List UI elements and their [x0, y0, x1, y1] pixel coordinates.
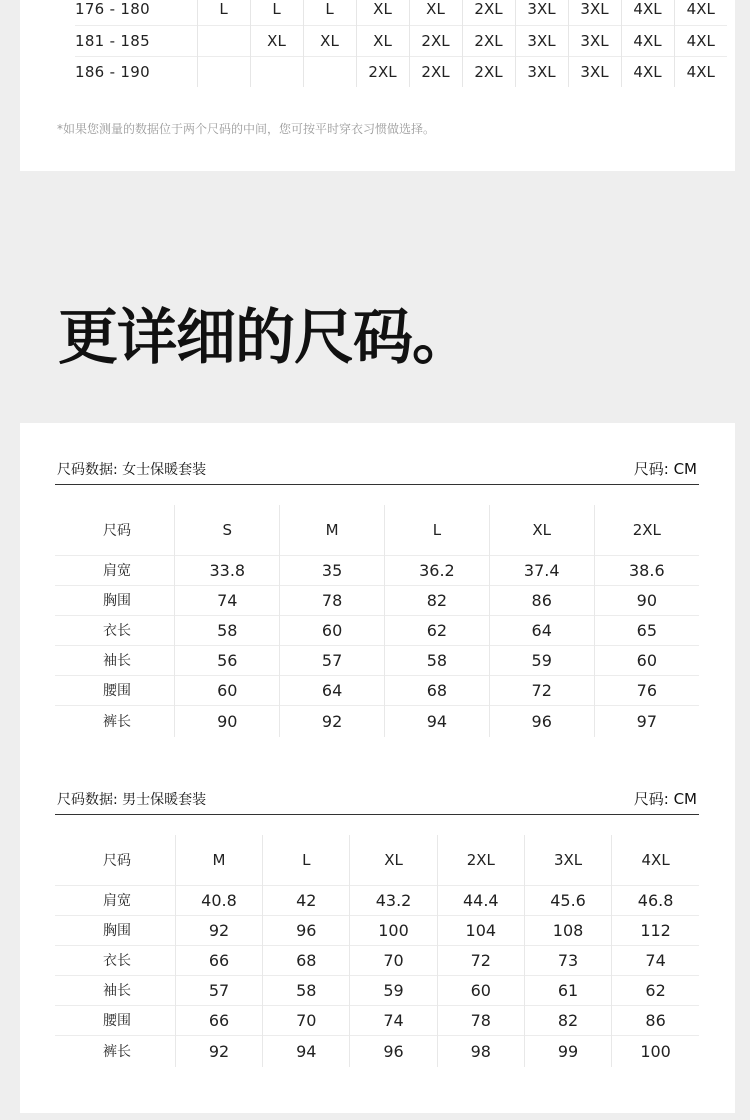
- measurement-value: 57: [280, 645, 385, 675]
- men-section-title: 尺码数据: 男士保暖套装: [57, 792, 207, 808]
- measurement-label: 裤长: [55, 705, 175, 737]
- size-cell: 4XL: [621, 25, 674, 56]
- measurement-label: 袖长: [55, 645, 175, 675]
- size-header-cell: M: [175, 835, 262, 885]
- measurement-label: 腰围: [55, 675, 175, 705]
- size-cell: XL: [250, 25, 303, 56]
- size-cell: 4XL: [674, 0, 727, 25]
- men-section-header: [55, 787, 699, 815]
- size-cell: 3XL: [568, 25, 621, 56]
- measurement-value: 72: [437, 945, 524, 975]
- size-header-cell: L: [384, 505, 489, 555]
- measurement-label: 袖长: [55, 975, 175, 1005]
- height-range-cell: 176 - 180: [75, 0, 150, 19]
- men-size-header-row: [55, 835, 699, 885]
- measurement-value: 56: [175, 645, 280, 675]
- header-label-cell: 尺码: [103, 852, 131, 869]
- measurement-value: 66: [175, 1005, 262, 1035]
- measurement-row: [55, 585, 699, 615]
- measurement-value: 38.6: [594, 555, 699, 585]
- measurement-row: [55, 885, 699, 915]
- measurement-value: 65: [594, 615, 699, 645]
- measurement-row: [55, 615, 699, 645]
- size-header-cell: L: [263, 835, 350, 885]
- size-cell: 3XL: [515, 0, 568, 25]
- measurement-value: 58: [175, 615, 280, 645]
- men-unit-label: 尺码: CM: [633, 790, 697, 808]
- measurement-row: [55, 645, 699, 675]
- size-cell: L: [197, 0, 250, 25]
- measurement-value: 92: [175, 915, 262, 945]
- size-header-cell: 3XL: [524, 835, 611, 885]
- measurement-value: 97: [594, 705, 699, 737]
- measurement-value: 42: [263, 885, 350, 915]
- measurement-value: 86: [612, 1005, 699, 1035]
- size-cell: 2XL: [462, 25, 515, 56]
- measurement-value: 44.4: [437, 885, 524, 915]
- size-cell: XL: [303, 25, 356, 56]
- size-cell: L: [303, 0, 356, 25]
- size-cell: 2XL: [409, 25, 462, 56]
- measurement-value: 98: [437, 1035, 524, 1067]
- height-row: [75, 56, 727, 87]
- size-cell: 4XL: [674, 25, 727, 56]
- section-heading: 更详细的尺码。: [58, 303, 471, 373]
- measurement-value: 46.8: [612, 885, 699, 915]
- measurement-value: 58: [384, 645, 489, 675]
- measurement-row: [55, 915, 699, 945]
- measurement-label: 胸围: [55, 585, 175, 615]
- size-header-cell: 2XL: [594, 505, 699, 555]
- size-header-cell: XL: [350, 835, 437, 885]
- men-size-table: [55, 835, 699, 1067]
- measurement-value: 92: [280, 705, 385, 737]
- size-cell: 3XL: [568, 0, 621, 25]
- measurement-value: 96: [350, 1035, 437, 1067]
- measurement-value: 64: [489, 615, 594, 645]
- size-header-cell: 4XL: [612, 835, 699, 885]
- measurement-value: 66: [175, 945, 262, 975]
- size-cell: [250, 56, 303, 87]
- measurement-value: 72: [489, 675, 594, 705]
- women-size-section: [55, 457, 699, 737]
- measurement-value: 90: [175, 705, 280, 737]
- measurement-label: 胸围: [55, 915, 175, 945]
- measurement-value: 59: [350, 975, 437, 1005]
- measurement-value: 43.2: [350, 885, 437, 915]
- measurement-value: 60: [594, 645, 699, 675]
- measurement-value: 94: [263, 1035, 350, 1067]
- measurement-value: 68: [263, 945, 350, 975]
- measurement-value: 40.8: [175, 885, 262, 915]
- measurement-value: 64: [280, 675, 385, 705]
- measurement-value: 70: [263, 1005, 350, 1035]
- measurement-value: 100: [350, 915, 437, 945]
- women-section-header: [55, 457, 699, 485]
- measurement-value: 60: [175, 675, 280, 705]
- measurement-value: 74: [612, 945, 699, 975]
- size-cell: XL: [409, 0, 462, 25]
- height-size-table: [75, 0, 727, 87]
- size-cell: L: [250, 0, 303, 25]
- measurement-value: 112: [612, 915, 699, 945]
- size-cell: [197, 25, 250, 56]
- measurement-value: 90: [594, 585, 699, 615]
- women-size-table: [55, 505, 699, 737]
- measurement-value: 60: [280, 615, 385, 645]
- measurement-value: 57: [175, 975, 262, 1005]
- size-cell: 2XL: [462, 0, 515, 25]
- size-header-cell: 2XL: [437, 835, 524, 885]
- measurement-value: 68: [384, 675, 489, 705]
- measurement-row: [55, 675, 699, 705]
- size-cell: 3XL: [568, 56, 621, 87]
- measurement-value: 92: [175, 1035, 262, 1067]
- measurement-value: 76: [594, 675, 699, 705]
- measurement-row: [55, 555, 699, 585]
- size-cell: [197, 56, 250, 87]
- measurement-value: 104: [437, 915, 524, 945]
- measurement-value: 58: [263, 975, 350, 1005]
- measurement-value: 99: [524, 1035, 611, 1067]
- size-cell: 2XL: [462, 56, 515, 87]
- height-range-cell: 186 - 190: [75, 56, 197, 87]
- measurement-value: 74: [350, 1005, 437, 1035]
- measurement-value: 78: [437, 1005, 524, 1035]
- header-label-cell: 尺码: [103, 522, 131, 539]
- size-header-cell: XL: [489, 505, 594, 555]
- measurement-value: 82: [524, 1005, 611, 1035]
- size-cell: 4XL: [621, 0, 674, 25]
- women-size-header-row: [55, 505, 699, 555]
- measurement-row: [55, 1035, 699, 1067]
- measurement-value: 94: [384, 705, 489, 737]
- measurement-label: 腰围: [55, 1005, 175, 1035]
- measurement-value: 100: [612, 1035, 699, 1067]
- size-header-cell: M: [280, 505, 385, 555]
- measurement-label: 衣长: [55, 945, 175, 975]
- men-size-section: [55, 787, 699, 1067]
- size-cell: 3XL: [515, 56, 568, 87]
- measurement-value: 60: [437, 975, 524, 1005]
- measurement-label: 裤长: [55, 1035, 175, 1067]
- women-section-title: 尺码数据: 女士保暖套装: [57, 462, 207, 478]
- size-cell: 2XL: [356, 56, 409, 87]
- size-cell: 4XL: [674, 56, 727, 87]
- measurement-value: 62: [384, 615, 489, 645]
- measurement-value: 33.8: [175, 555, 280, 585]
- measurement-label: 肩宽: [55, 885, 175, 915]
- height-range-cell: 181 - 185: [75, 25, 197, 56]
- height-row: [75, 25, 727, 56]
- measurement-value: 37.4: [489, 555, 594, 585]
- measurement-value: 36.2: [384, 555, 489, 585]
- measurement-row: [55, 945, 699, 975]
- measurement-value: 78: [280, 585, 385, 615]
- measurement-value: 70: [350, 945, 437, 975]
- measurement-value: 45.6: [524, 885, 611, 915]
- size-cell: XL: [356, 0, 409, 25]
- measurement-value: 108: [524, 915, 611, 945]
- measurement-value: 96: [489, 705, 594, 737]
- measurement-value: 73: [524, 945, 611, 975]
- measurement-value: 82: [384, 585, 489, 615]
- women-unit-label: 尺码: CM: [633, 460, 697, 478]
- size-selection-note: *如果您测量的数据位于两个尺码的中间，您可按平时穿衣习惯做选择。: [57, 122, 436, 136]
- size-header-cell: S: [175, 505, 280, 555]
- size-cell: 2XL: [409, 56, 462, 87]
- height-size-card: [20, 0, 735, 171]
- measurement-value: 74: [175, 585, 280, 615]
- measurement-row: [55, 705, 699, 737]
- measurement-value: 62: [612, 975, 699, 1005]
- size-cell: 3XL: [515, 25, 568, 56]
- measurement-value: 86: [489, 585, 594, 615]
- measurement-value: 61: [524, 975, 611, 1005]
- detailed-size-card: [20, 423, 735, 1113]
- size-cell: 4XL: [621, 56, 674, 87]
- size-cell: XL: [356, 25, 409, 56]
- measurement-label: 衣长: [55, 615, 175, 645]
- measurement-value: 96: [263, 915, 350, 945]
- measurement-row: [55, 975, 699, 1005]
- measurement-row: [55, 1005, 699, 1035]
- measurement-value: 35: [280, 555, 385, 585]
- size-cell: [303, 56, 356, 87]
- measurement-label: 肩宽: [55, 555, 175, 585]
- measurement-value: 59: [489, 645, 594, 675]
- height-row: [75, 0, 727, 25]
